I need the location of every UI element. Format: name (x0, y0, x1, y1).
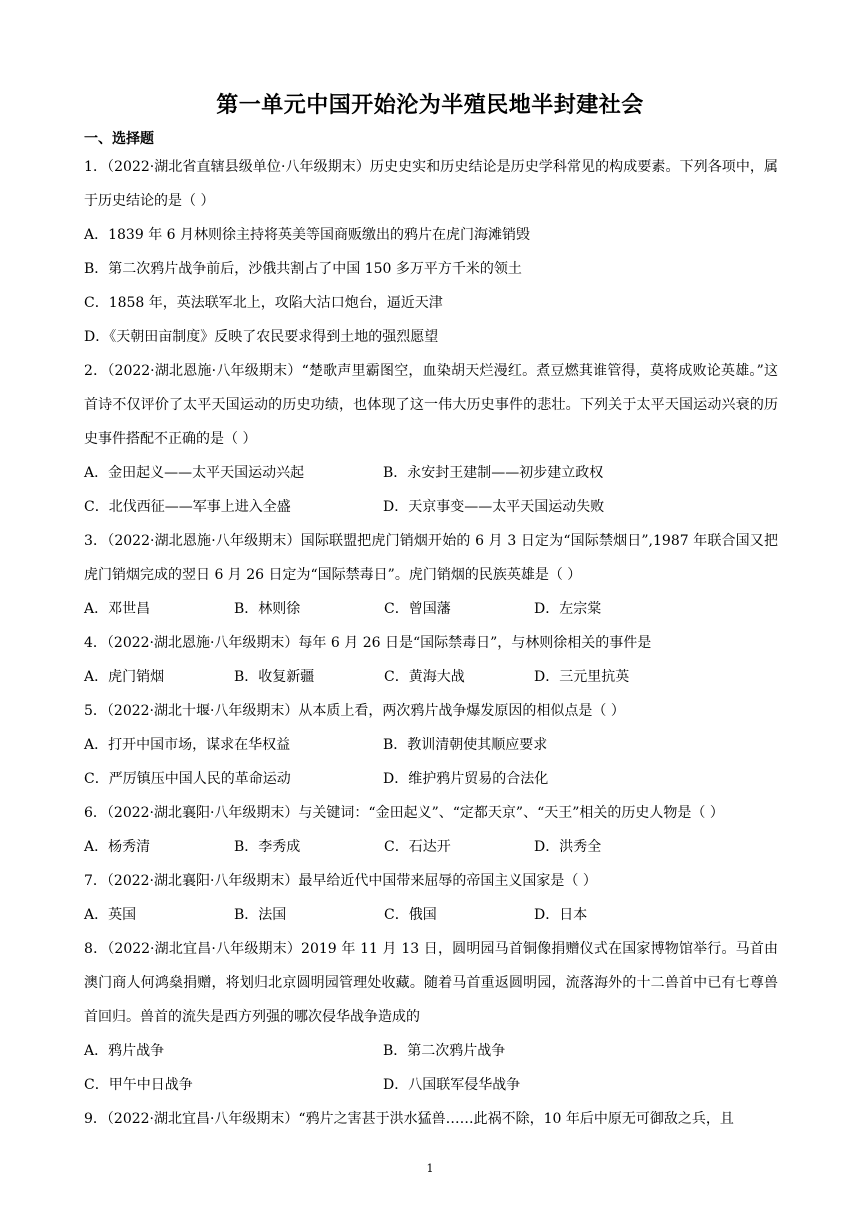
question-stem: 7．（2022·湖北襄阳·八年级期末）最早给近代中国带来屈辱的帝国主义国家是（ ） (84, 873, 597, 889)
answer-option: A．杨秀清 (84, 839, 151, 855)
answer-option: A．打开中国市场，谋求在华权益 (84, 737, 291, 753)
answer-option: C．曾国藩 (384, 601, 451, 617)
answer-option: B．永安封王建制——初步建立政权 (383, 465, 604, 481)
answer-option: C．石达开 (384, 839, 451, 855)
question-stem: 2．（2022·湖北恩施·八年级期末）“楚歌声里霸图空，血染胡天烂漫红。煮豆燃萁谁管得，莫将成败论英雄。”这首诗不仅评价了太平天国运动的历史功绩，也体现了这一伟大历史事件的悲壮。下列关于太平天国运动兴衰的历史事件搭配不正确的是（ ） (84, 363, 778, 447)
question-stem: 8．（2022·湖北宜昌·八年级期末）2019 年 11 月 13 日，圆明园马首铜像捐赠仪式在国家博物馆举行。马首由澳门商人何鸿燊捐赠，将划归北京圆明园管理处收藏。随着马首重返圆明园，流落海外的十二兽首中已有七尊兽首回归。兽首的流失是西方列强的哪次侵华战争造成的 (84, 941, 778, 1025)
answer-option: A．虎门销烟 (84, 669, 165, 685)
answer-option: B．李秀成 (234, 839, 301, 855)
option-row (84, 728, 778, 762)
page-title: 第一单元中国开始沦为半殖民地半封建社会 (216, 93, 644, 118)
option-row (84, 898, 778, 932)
answer-option: D．维护鸦片贸易的合法化 (383, 771, 549, 787)
answer-option: A．金田起义——太平天国运动兴起 (84, 465, 305, 481)
answer-option: A．鸦片战争 (84, 1043, 165, 1059)
answer-option: B．林则徐 (234, 601, 301, 617)
answer-option: B．第二次鸦片战争前后，沙俄共割占了中国 150 多万平方千米的领土 (84, 261, 522, 277)
option-row (84, 762, 778, 796)
answer-option: D．《天朝田亩制度》反映了农民要求得到土地的强烈愿望 (84, 329, 439, 345)
answer-option: D．八国联军侵华战争 (383, 1077, 521, 1093)
answer-option: D．日本 (534, 907, 588, 923)
answer-option: C．甲午中日战争 (84, 1077, 193, 1093)
answer-option: B．教训清朝使其顺应要求 (383, 737, 548, 753)
answer-option: C．1858 年，英法联军北上，攻陷大沽口炮台，逼近天津 (84, 295, 443, 311)
answer-option: A．英国 (84, 907, 137, 923)
option-row (84, 286, 778, 320)
option-row (84, 218, 778, 252)
section-heading: 一、选择题 (84, 131, 154, 147)
answer-option: C．俄国 (384, 907, 437, 923)
answer-option: C．严厉镇压中国人民的革命运动 (84, 771, 291, 787)
question-list (84, 150, 778, 1136)
answer-option: D．天京事变——太平天国运动失败 (383, 499, 605, 515)
option-row (84, 320, 778, 354)
question-stem: 1．（2022·湖北省直辖县级单位·八年级期末）历史史实和历史结论是历史学科常见的构成要素。下列各项中，属于历史结论的是（ ） (84, 159, 778, 209)
answer-option: D．洪秀全 (534, 839, 602, 855)
question-stem: 5．（2022·湖北十堰·八年级期末）从本质上看，两次鸦片战争爆发原因的相似点是（ ） (84, 703, 625, 719)
option-row (84, 490, 778, 524)
answer-option: C．黄海大战 (384, 669, 465, 685)
option-row (84, 456, 778, 490)
option-row (84, 592, 778, 626)
answer-option: D．三元里抗英 (534, 669, 630, 685)
answer-option: C．北伐西征——军事上进入全盛 (84, 499, 291, 515)
question-stem: 9．（2022·湖北宜昌·八年级期末）“鸦片之害甚于洪水猛兽……此祸不除，10 年后中原无可御敌之兵，且 (84, 1111, 734, 1127)
page-number: 1 (426, 1162, 434, 1175)
answer-option: A．1839 年 6 月林则徐主持将英美等国商贩缴出的鸦片在虎门海滩销毁 (84, 227, 530, 243)
question-stem: 6．（2022·湖北襄阳·八年级期末）与关键词：“金田起义”、“定都天京”、“天王”相关的历史人物是（ ） (84, 805, 724, 821)
answer-option: B．第二次鸦片战争 (383, 1043, 506, 1059)
option-row (84, 252, 778, 286)
answer-option: A．邓世昌 (84, 601, 151, 617)
answer-option: D．左宗棠 (534, 601, 602, 617)
answer-option: B．法国 (234, 907, 287, 923)
question-stem: 4．（2022·湖北恩施·八年级期末）每年 6 月 26 日是“国际禁毒日”，与林则徐相关的事件是 (84, 635, 652, 651)
option-row (84, 1034, 778, 1068)
question-stem: 3．（2022·湖北恩施·八年级期末）国际联盟把虎门销烟开始的 6 月 3 日定为“国际禁烟日”,1987 年联合国又把虎门销烟完成的翌日 6 月 26 日定为“国际禁毒日”。虎门销烟的民族英雄是（ ） (84, 533, 778, 583)
answer-option: B．收复新疆 (234, 669, 315, 685)
option-row (84, 660, 778, 694)
option-row (84, 830, 778, 864)
option-row (84, 1068, 778, 1102)
